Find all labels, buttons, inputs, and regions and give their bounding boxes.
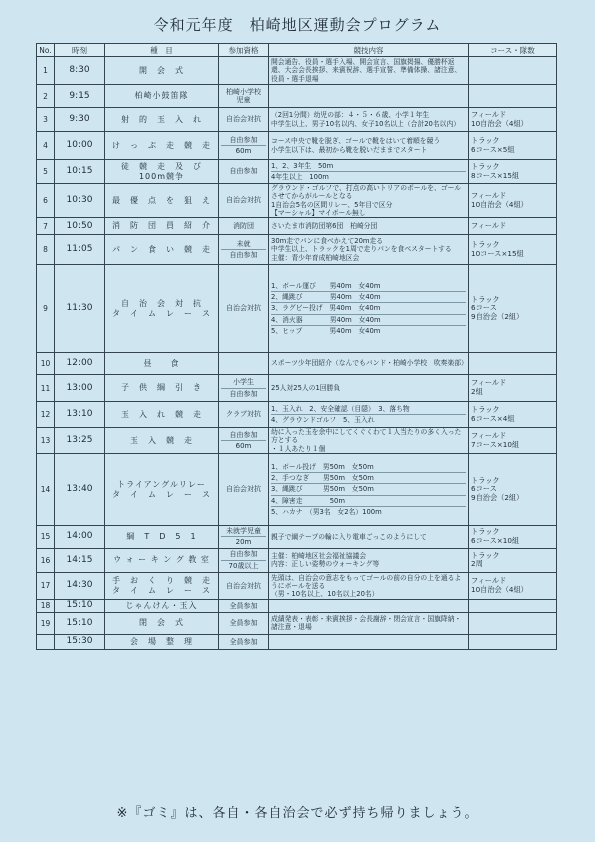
row-entrant (219, 634, 269, 649)
row-event (105, 402, 219, 428)
row-entrant (219, 454, 269, 526)
row-entrant (219, 57, 269, 85)
row-number (37, 572, 55, 599)
table-row (37, 184, 557, 218)
row-detail-text: 25人対25人の1回勝負 (271, 383, 341, 392)
row-time (55, 634, 105, 649)
row-event-text: 消 防 団 員 紹 介 (112, 221, 211, 231)
row-detail-line: 4、消火器 男40m 女40m (271, 315, 466, 326)
row-time (55, 108, 105, 132)
row-detail (269, 218, 469, 235)
row-detail (269, 526, 469, 549)
row-entrant (219, 265, 269, 353)
row-course (469, 548, 557, 572)
row-event (105, 454, 219, 526)
row-detail-text: さいたま市消防団第6団 柏崎分団 (271, 221, 378, 230)
row-course (469, 599, 557, 612)
row-number (37, 454, 55, 526)
header-row (37, 44, 557, 57)
row-course (469, 218, 557, 235)
row-detail-text: 親子で綱テープの輪に入り電車ごっこのようにして (271, 532, 427, 541)
row-course (469, 235, 557, 265)
row-course-text: フィールド 2組 (471, 378, 507, 396)
row-time-text: 13:10 (66, 409, 93, 420)
row-course (469, 402, 557, 428)
row-course (469, 612, 557, 634)
row-event-text: け っ ぷ 走 競 走 (112, 140, 211, 150)
header-no: No. (37, 44, 55, 57)
row-detail (269, 599, 469, 612)
row-event-text: 手 お く り 競 走 タ イ ム レ ー ス (112, 576, 211, 595)
row-time-text: 9:15 (69, 90, 90, 101)
row-entrant (219, 132, 269, 160)
row-time (55, 402, 105, 428)
row-number (37, 402, 55, 428)
row-entrant-text: 自治会対抗 (226, 115, 261, 124)
row-number (37, 526, 55, 549)
row-detail-line: 1、2、3年生 50m (271, 161, 466, 172)
row-event-text: 自 治 会 対 抗 タ イ ム レ ー ス (112, 298, 211, 318)
row-detail-text: グラウンド・ゴルフで、打点の高いトリアのポールを、ゴールさせてからがルールとなる 1自治会5名の区間リレー、5年目で区分 【マーシャル】マイボール無し (271, 184, 462, 217)
row-entrant (219, 160, 269, 184)
row-number-text: 4 (43, 141, 48, 150)
row-entrant-top: 自由参加 (221, 135, 266, 146)
row-detail-line: 1、ボール投げ 男50m 女50m (271, 462, 466, 473)
row-entrant (219, 526, 269, 549)
row-event (105, 428, 219, 454)
row-course-text: フィールド (471, 220, 507, 230)
row-course (469, 108, 557, 132)
row-entrant-bottom: 自由参加 (229, 389, 258, 398)
row-entrant-top: 未就 (221, 239, 266, 250)
row-event (105, 57, 219, 85)
row-time (55, 235, 105, 265)
row-time (55, 218, 105, 235)
row-detail-line: 4年生以上 100m (271, 173, 329, 181)
row-event-text: 昼 食 (143, 358, 180, 368)
row-number-text: 3 (43, 115, 48, 124)
table-row (37, 57, 557, 85)
row-entrant-text: 全員参加 (229, 619, 258, 628)
row-detail (269, 160, 469, 184)
row-number-text: 18 (40, 601, 51, 611)
row-course-text: トラック 6コース 9自治会（2組） (471, 294, 524, 321)
row-detail (269, 108, 469, 132)
row-event-text: じゃんけん・玉入 (125, 600, 198, 610)
row-course-text: トラック 10コース×15組 (471, 239, 524, 258)
table-row (37, 132, 557, 160)
row-course (469, 160, 557, 184)
table-row (37, 265, 557, 353)
row-course-text: フィールド 10自治会（4組） (471, 190, 528, 209)
row-time-text: 15:30 (66, 636, 93, 647)
row-time (55, 428, 105, 454)
row-detail (269, 85, 469, 108)
row-time-text: 15:10 (66, 617, 93, 628)
table-row (37, 235, 557, 265)
table-row (37, 634, 557, 649)
row-event (105, 634, 219, 649)
row-entrant-text: 自由参加 (229, 167, 258, 176)
row-event (105, 375, 219, 402)
row-detail (269, 548, 469, 572)
table-row (37, 108, 557, 132)
row-detail-text: 幼に入った玉を余中にしてくぐくわて１人当たりの多く入った方とする ・１人あたり１個 (271, 428, 462, 453)
row-time-text: 11:30 (66, 303, 93, 314)
page-title: 令和元年度 柏崎地区運動会プログラム (153, 16, 442, 34)
row-entrant-text: 自治会対抗 (226, 196, 261, 205)
row-detail (269, 375, 469, 402)
row-course (469, 634, 557, 649)
row-entrant (219, 235, 269, 265)
row-event-text: ウ ォ ー キ ン グ 教 室 (113, 555, 210, 565)
row-detail-text: （2回1分間）幼児の部：４・５・６歳、小学１年生 中学生以上、男子10名以内、女子10名以上（合計20名以内） (271, 111, 461, 128)
row-number-text: 10 (40, 359, 51, 368)
row-number (37, 160, 55, 184)
row-detail (269, 634, 469, 649)
row-detail (269, 235, 469, 265)
table-row (37, 612, 557, 634)
row-time (55, 85, 105, 108)
row-course (469, 572, 557, 599)
row-number (37, 108, 55, 132)
row-detail-line: 4、グラウンドゴルフ 5、玉入れ (271, 416, 375, 424)
row-detail-text: コース中央で靴を脱ぎ、ゴールで靴をはいて着順を競う 小学生以下は、最初から靴を脱いだままでスタート (271, 137, 441, 154)
row-course-text: フィールド 10自治会（4組） (471, 109, 528, 128)
table-row (37, 548, 557, 572)
row-course (469, 184, 557, 218)
row-number (37, 132, 55, 160)
row-event-text: 開 会 式 (139, 65, 184, 75)
row-event (105, 572, 219, 599)
row-entrant-text: 自治会対抗 (226, 485, 261, 494)
row-time-text: 10:15 (66, 166, 93, 177)
row-entrant-bottom: 20m (235, 538, 252, 547)
row-time (55, 184, 105, 218)
row-entrant (219, 375, 269, 402)
row-number-text: 7 (43, 221, 48, 231)
row-event (105, 612, 219, 634)
row-course-text: トラック 6コース×10組 (471, 527, 520, 545)
row-number-text: 1 (43, 66, 48, 75)
row-course-text: トラック 6コース×4組 (471, 404, 515, 423)
row-entrant (219, 218, 269, 235)
row-detail-text: 主催：柏崎地区社会福祉協議会 内容：正しい姿勢のウォーキング等 (271, 552, 380, 569)
row-entrant-text: 全員参加 (229, 601, 258, 610)
table-row (37, 375, 557, 402)
program-table (36, 43, 557, 650)
row-course (469, 57, 557, 85)
header-event: 種 目 (105, 44, 219, 57)
row-entrant (219, 402, 269, 428)
row-time-text: 9:30 (69, 114, 90, 125)
row-number (37, 548, 55, 572)
row-number-text: 17 (40, 581, 51, 591)
table-row (37, 85, 557, 108)
row-time-text: 10:30 (66, 195, 93, 206)
row-time-text: 10:50 (66, 220, 93, 231)
row-event (105, 353, 219, 375)
row-course-text: トラック 6コース 9自治会（2組） (471, 475, 524, 502)
row-detail (269, 265, 469, 353)
row-course (469, 132, 557, 160)
row-number-text: 13 (40, 436, 51, 445)
row-event-text: 玉 入 競 走 (130, 435, 193, 445)
row-course-text: トラック 8コース×15組 (471, 161, 520, 180)
row-time-text: 14:30 (66, 580, 93, 591)
row-time-text: 13:40 (66, 484, 93, 495)
table-row (37, 526, 557, 549)
row-number (37, 265, 55, 353)
row-entrant (219, 184, 269, 218)
row-event (105, 599, 219, 612)
row-detail (269, 57, 469, 85)
row-entrant-top: 小学生 (221, 377, 266, 388)
row-number (37, 375, 55, 402)
row-event (105, 132, 219, 160)
row-entrant (219, 353, 269, 375)
row-detail (269, 132, 469, 160)
row-number-text: 11 (40, 383, 51, 393)
row-event-text: トライアングルリレー タ イ ム レ ー ス (112, 479, 211, 499)
row-detail-text: 開会通告、役員・選手入場、開会宣言、国旗掲揚、優勝杯返還、大会会長挨拶、来賓祝辞、選手宣誓、準備体操、諸注意、役員・選手退場 (271, 58, 462, 83)
row-entrant-text: クラブ対抗 (226, 410, 261, 419)
row-time-text: 14:15 (66, 554, 93, 565)
row-time (55, 572, 105, 599)
row-time-text: 14:00 (66, 531, 93, 542)
header-time: 時刻 (55, 44, 105, 57)
row-number-text: 6 (43, 196, 48, 205)
row-detail (269, 184, 469, 218)
row-entrant-text: 全員参加 (229, 637, 258, 646)
row-detail-line: 5、ハカナ （男3名 女2名）100m (271, 507, 382, 516)
row-event (105, 184, 219, 218)
row-event-text: 綱 T D 5 1 (126, 532, 197, 542)
row-entrant-text: 柏崎小学校 児童 (226, 87, 268, 104)
row-number-text: 8 (43, 245, 48, 254)
header-entrant: 参加資格 (219, 44, 269, 57)
row-detail (269, 572, 469, 599)
row-number (37, 235, 55, 265)
row-time (55, 132, 105, 160)
table-row (37, 218, 557, 235)
row-entrant-top: 未就学児童 (221, 526, 266, 537)
row-number (37, 634, 55, 649)
row-detail-line: 3、ラグビー投げ 男40m 女40m (271, 303, 466, 314)
footer-note: ※『ゴミ』は、各自・各自治会で必ず持ち帰りましょう。 (116, 806, 479, 821)
row-detail-line: 2、縄跳び 男40m 女40m (271, 292, 466, 303)
row-number (37, 184, 55, 218)
row-course-text: トラック 6コース×5組 (471, 135, 515, 154)
row-entrant (219, 599, 269, 612)
row-course (469, 265, 557, 353)
row-entrant (219, 612, 269, 634)
row-number-text: 16 (40, 555, 51, 565)
row-number (37, 599, 55, 612)
row-time-text: 10:00 (66, 140, 93, 151)
table-row (37, 160, 557, 184)
row-course (469, 526, 557, 549)
table-row (37, 402, 557, 428)
row-time-text: 11:05 (66, 244, 93, 255)
row-detail-line: 4、障害走 50m (271, 496, 466, 507)
row-number-text: 15 (40, 532, 51, 542)
row-time-text: 8:30 (69, 65, 90, 76)
row-entrant-bottom: 70歳以上 (228, 561, 259, 570)
row-entrant-bottom: 60m (235, 442, 252, 450)
row-entrant-text: 消防団 (233, 221, 254, 230)
row-entrant-top: 自由参加 (221, 549, 266, 560)
row-event-text: 玉 入 れ 競 走 (121, 409, 202, 419)
row-time (55, 265, 105, 353)
row-detail-line: 1、ボール運び 男40m 女40m (271, 281, 466, 292)
row-time (55, 548, 105, 572)
row-time-text: 12:00 (66, 358, 93, 369)
header-course: コース・隊数 (469, 44, 557, 57)
row-time-text: 13:00 (66, 382, 93, 393)
row-number-text: 5 (43, 167, 48, 176)
row-detail-line: 2、手つなぎ 男50m 女50m (271, 473, 466, 484)
row-event-text: 閉 会 式 (139, 618, 184, 628)
row-course (469, 454, 557, 526)
row-detail-line: 1、玉入れ 2、安全確認（目隠） 3、落ち物 (271, 404, 466, 415)
row-time (55, 612, 105, 634)
row-detail (269, 402, 469, 428)
row-event (105, 160, 219, 184)
row-event (105, 548, 219, 572)
row-number-text: 12 (40, 410, 51, 419)
row-entrant-top: 自由参加 (221, 430, 266, 441)
row-detail-line: 3、縄跳び 男50m 女50m (271, 484, 466, 495)
row-detail-line: 5、ヒップ 男40m 女40m (271, 326, 381, 335)
row-number (37, 612, 55, 634)
row-entrant-text: 自治会対抗 (226, 304, 261, 313)
row-event-text: 最 優 点 を 狙 え (112, 195, 211, 205)
row-time-text: 15:10 (66, 600, 93, 611)
table-row (37, 353, 557, 375)
row-event (105, 235, 219, 265)
row-entrant (219, 572, 269, 599)
row-entrant (219, 85, 269, 108)
row-detail-text: 成績発表・表彰・来賓挨拶・会長謝辞・閉会宣言・国旗降納・諸注意・退場 (271, 615, 462, 632)
row-entrant-text: 自治会対抗 (226, 581, 261, 590)
header-detail: 競技内容 (269, 44, 469, 57)
row-entrant (219, 428, 269, 454)
row-number (37, 218, 55, 235)
row-event (105, 265, 219, 353)
row-event-text: 会 場 整 理 (130, 636, 193, 646)
row-time (55, 57, 105, 85)
row-event-text: 柏崎小鼓笛隊 (134, 91, 189, 101)
row-time (55, 353, 105, 375)
row-event (105, 526, 219, 549)
row-time (55, 599, 105, 612)
row-detail (269, 428, 469, 454)
table-row (37, 454, 557, 526)
row-number-text: 2 (43, 91, 48, 101)
row-course (469, 428, 557, 454)
row-course (469, 375, 557, 402)
row-number (37, 85, 55, 108)
row-number-text: 9 (43, 304, 48, 313)
row-number (37, 353, 55, 375)
program-body (37, 57, 557, 650)
row-entrant-bottom: 自由参加 (229, 251, 258, 259)
row-time-text: 13:25 (66, 435, 93, 446)
row-event-text: 射 的 玉 入 れ (121, 114, 202, 124)
row-course-text: トラック 2周 (471, 550, 500, 569)
row-entrant-bottom: 60m (235, 147, 252, 155)
row-time (55, 375, 105, 402)
row-event-text: 徒 競 走 及 び 100m競争 (121, 161, 202, 181)
row-detail-text: スポーツ少年団紹介（なんでもバンド・柏崎小学校 吹奏楽部） (271, 359, 468, 368)
row-time (55, 526, 105, 549)
row-detail (269, 454, 469, 526)
row-number (37, 57, 55, 85)
row-time (55, 454, 105, 526)
row-number-text: 19 (40, 618, 51, 628)
table-row (37, 599, 557, 612)
row-detail-text: 30m走でパンに食べかえて20m走る 中学生以上、トラックを1周で走りパンを食べスタートする 主催：青少年育成柏崎地区会 (271, 237, 452, 262)
row-detail (269, 353, 469, 375)
row-detail-text: 先頭は、自治会の意志をもってゴールの前の自分の上を通るようにボールを送る （男・10名以上、10名以上20名） (271, 573, 462, 598)
row-course (469, 353, 557, 375)
row-event (105, 85, 219, 108)
row-number (37, 428, 55, 454)
row-detail (269, 612, 469, 634)
row-event-text: パ ン 食 い 競 走 (112, 244, 211, 254)
row-time (55, 160, 105, 184)
row-event (105, 108, 219, 132)
row-course-text: フィールド 10自治会（4組） (471, 576, 528, 594)
row-number-text: 14 (40, 485, 51, 494)
table-row (37, 572, 557, 599)
table-row (37, 428, 557, 454)
row-entrant (219, 548, 269, 572)
row-course-text: フィールド 7コース×10組 (471, 430, 520, 449)
row-event (105, 218, 219, 235)
row-course (469, 85, 557, 108)
row-entrant (219, 108, 269, 132)
row-event-text: 子 供 綱 引 き (121, 383, 202, 393)
